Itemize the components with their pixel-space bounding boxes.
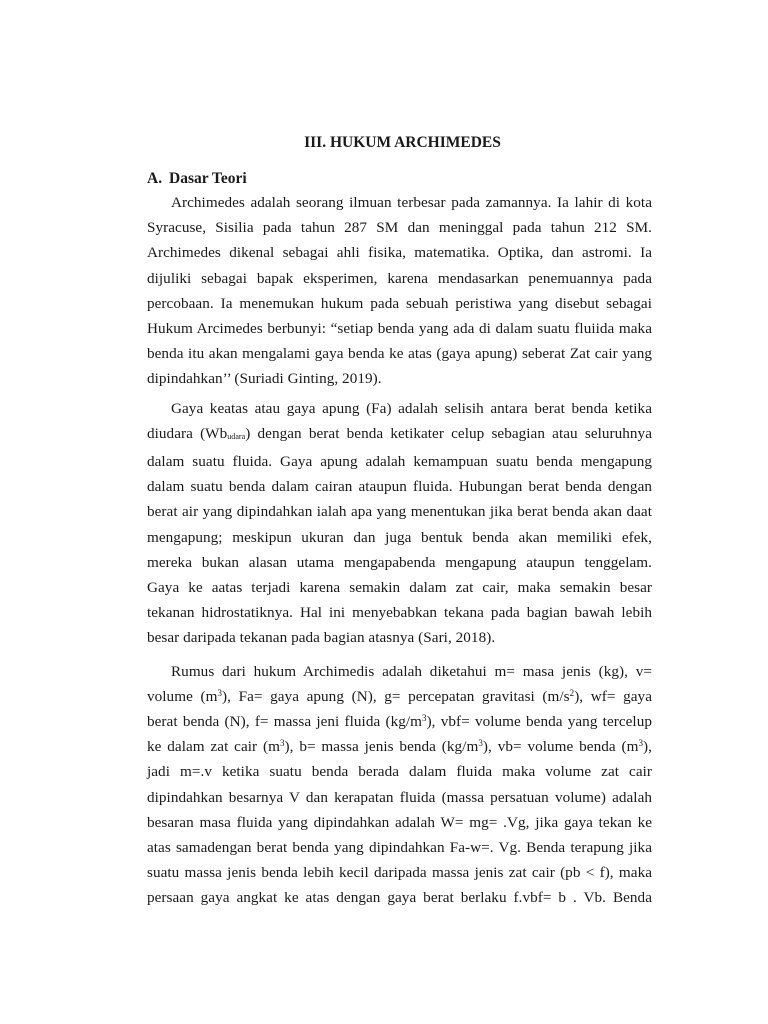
paragraph-line: mengapung; meskipun ukuran dan juga bentuk benda akan memiliki efek, bbox=[147, 528, 652, 546]
paragraph-line: atas samadengan berat benda yang dipindahkan Fa-w=. Vg. Benda terapung jika bbox=[147, 839, 652, 857]
paragraph-line: Gaya keatas atau gaya apung (Fa) adalah selisih antara berat benda ketika bbox=[171, 399, 652, 417]
paragraph-line bbox=[147, 684, 652, 709]
inline-text: ), b= massa jenis benda (kg/m bbox=[284, 738, 479, 756]
paragraph-line: dalam suatu fluida. Gaya apung adalah kemampuan suatu benda mengapung bbox=[147, 453, 652, 471]
inline-text: ), wf= gaya bbox=[574, 687, 652, 705]
paragraph-line: dalam suatu benda dalam cairan ataupun fluida. Hubungan berat benda dengan bbox=[147, 478, 652, 496]
paragraph-line: persaan gaya angkat ke atas dengan gaya berat berlaku f.vbf= b . Vb. Benda bbox=[147, 889, 652, 907]
paragraph-line bbox=[147, 734, 652, 759]
superscript: 3 bbox=[217, 687, 223, 698]
paragraph-line: besar daripada tekanan pada bagian atasnya (Sari, 2018). bbox=[147, 629, 496, 647]
paragraph-line: benda itu akan mengalami gaya benda ke atas (gaya apung) seberat Zat cair yang bbox=[147, 345, 652, 363]
paragraph-line: dipindahkan besarnya V dan kerapatan fluida (massa persatuan volume) adalah bbox=[147, 788, 652, 806]
inline-text: ), vbf= volume benda yang tercelup bbox=[426, 713, 652, 731]
section-number: A. bbox=[147, 170, 163, 187]
paragraph-line: suatu massa jenis benda lebih kecil daripada massa jenis zat cair (pb < f), maka bbox=[147, 864, 652, 882]
paragraph-line: Archimedes adalah seorang ilmuan terbesar pada zamannya. Ia lahir di kota bbox=[171, 194, 652, 211]
inline-text: ), vb= volume benda (m bbox=[482, 738, 639, 756]
superscript: 3 bbox=[638, 738, 644, 749]
paragraph-line: Syracuse, Sisilia pada tahun 287 SM dan meninggal pada tahun 212 SM. bbox=[147, 219, 652, 237]
paragraph-line: Hukum Arcimedes berbunyi: “setiap benda yang ada di dalam suatu fluiida maka bbox=[147, 320, 652, 338]
paragraph-line: besaran masa fluida yang dipindahkan adalah W= mg= .Vg, jika gaya tekan ke bbox=[147, 813, 652, 831]
inline-text: diudara (Wb bbox=[147, 424, 228, 442]
inline-text: ) dengan berat benda ketikater celup sebagian atau seluruhnya bbox=[245, 424, 652, 442]
superscript: 3 bbox=[422, 713, 427, 724]
section-heading bbox=[147, 170, 652, 188]
inline-text: ke dalam zat cair (m bbox=[147, 738, 280, 756]
paragraph-line: jadi m=.v ketika suatu benda berada dalam fluida maka volume zat cair bbox=[147, 763, 652, 781]
inline-text: volume (m bbox=[147, 687, 218, 705]
paragraph-line: dipindahkan’’ (Suriadi Ginting, 2019). bbox=[147, 370, 382, 388]
paragraph-buoyancy bbox=[147, 396, 652, 651]
paragraph-line bbox=[147, 421, 652, 449]
paragraph-line: Rumus dari hukum Archimedis adalah diketahui m= masa jenis (kg), v= bbox=[171, 662, 652, 680]
superscript: 3 bbox=[279, 738, 285, 749]
inline-text: berat benda (N), f= massa jeni fluida (kg/m bbox=[147, 713, 422, 731]
paragraph-line bbox=[147, 709, 652, 734]
inline-text: ), bbox=[643, 738, 653, 756]
paragraph-line: Gaya ke aatas terjadi karena semakin dalam zat cair, maka semakin besar bbox=[147, 579, 652, 597]
subscript-udara: udara bbox=[227, 431, 246, 441]
section-title: Dasar Teori bbox=[169, 170, 247, 187]
chapter-title: III. HUKUM ARCHIMEDES bbox=[304, 134, 501, 151]
paragraph-line: Archimedes dikenal sebagai ahli fisika, matematika. Optika, dan astromi. Ia bbox=[147, 244, 652, 262]
paragraph-line: percobaan. Ia menemukan hukum pada sebuah peristiwa yang disebut sebagai bbox=[147, 294, 652, 312]
superscript: 3 bbox=[478, 738, 483, 749]
paragraph-line: mereka bukan alasan utama mengapabenda mengapung ataupun tenggelam. bbox=[147, 553, 652, 571]
superscript: 2 bbox=[569, 687, 575, 698]
paragraph-archimedes-bio bbox=[147, 190, 652, 392]
paragraph-line: dijuliki sebagai bapak eksperimen, karena mendasarkan penemuannya pada bbox=[147, 269, 652, 287]
paragraph-line: tekanan hidrostatiknya. Hal ini menyebabkan tekana pada bagian bawah lebih bbox=[147, 604, 652, 622]
paragraph-line: berat air yang dipindahkan ialah apa yang menentukan jika berat benda akan daat bbox=[147, 503, 652, 521]
inline-text: ), Fa= gaya apung (N), g= percepatan gravitasi (m/s bbox=[222, 687, 570, 705]
paragraph-formula bbox=[147, 659, 652, 911]
